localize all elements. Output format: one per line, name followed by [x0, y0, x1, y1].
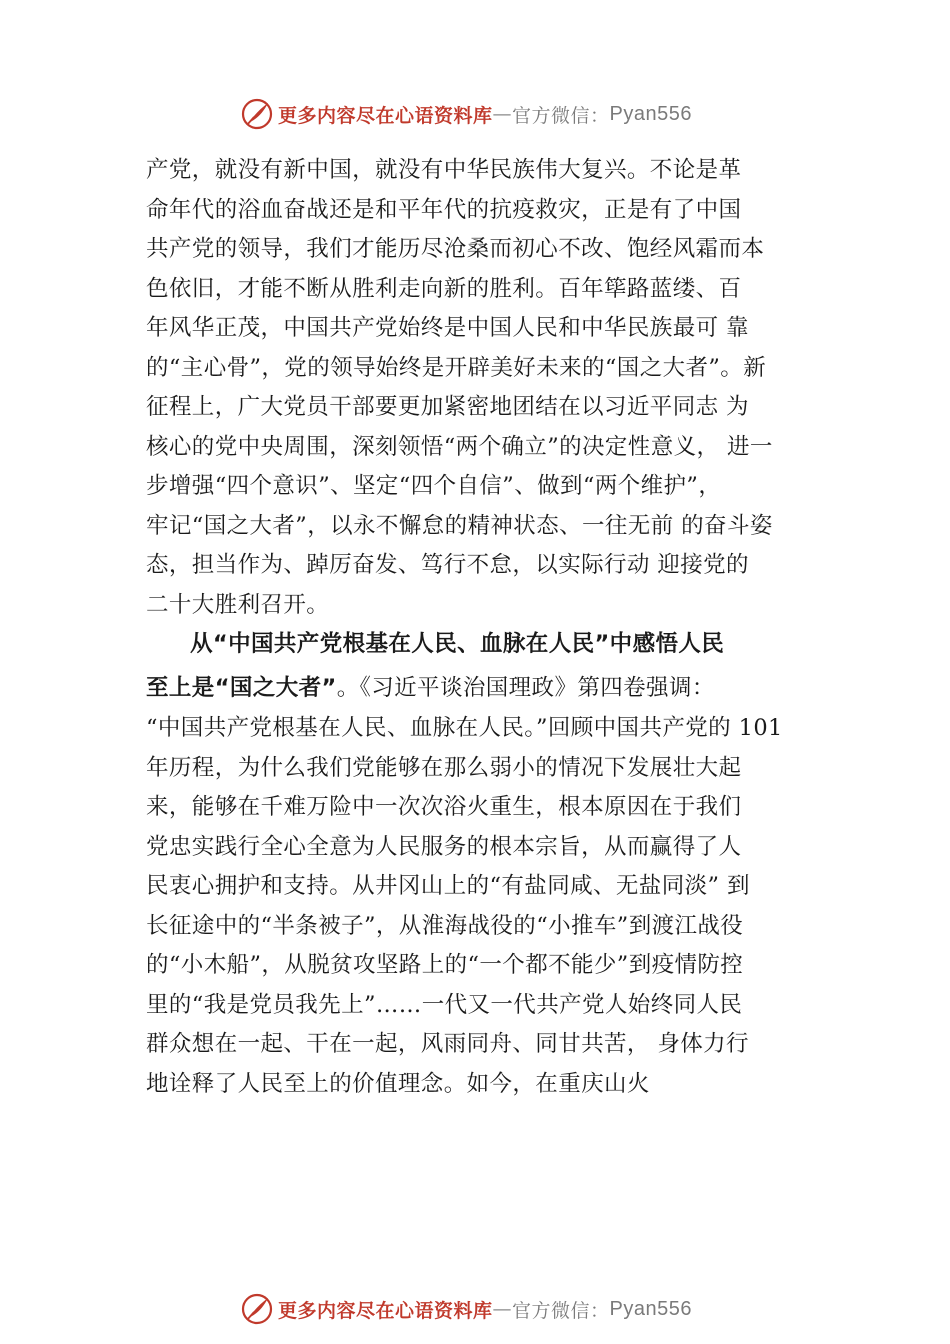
- body-line: 二十大胜利召开。: [146, 592, 330, 618]
- body-line: 牢记“国之大者”，以永不懈怠的精神状态、一往无前 的奋斗姿: [146, 513, 773, 539]
- watermark-channel: 官方微信：: [512, 1299, 610, 1322]
- body-line: 民衷心拥护和支持。从井冈山上的“有盐同咸、无盐同淡” 到: [146, 873, 750, 899]
- section-heading-continued: [146, 668, 715, 708]
- heading-rest: 。《习近平谈治国理政》第四卷强调：: [336, 675, 715, 701]
- body-line: 命年代的浴血奋战还是和平年代的抗疫救灾，正是有了中国: [146, 197, 742, 223]
- body-line: 核心的党中央周围，深刻领悟“两个确立”的决定性意义， 进一: [146, 434, 773, 460]
- body-line: 的“主心骨”，党的领导始终是开辟美好未来的“国之大者”。新: [146, 355, 767, 381]
- watermark-brand: 更多内容尽在心语资料库: [278, 104, 493, 127]
- body-line: 党忠实践行全心全意为人民服务的根本宗旨，从而赢得了人: [146, 834, 742, 860]
- feather-logo-icon: [240, 1292, 274, 1326]
- footer-watermark: [240, 1291, 692, 1327]
- watermark-id: Pyan556: [609, 1297, 692, 1320]
- watermark-dash: —: [492, 103, 513, 125]
- body-line: 地诠释了人民至上的价值理念。如今，在重庆山火: [146, 1071, 650, 1097]
- body-line: 的“小木船”，从脱贫攻坚路上的“一个都不能少”到疫情防控: [146, 952, 744, 978]
- body-line: 来，能够在千难万险中一次次浴火重生，根本原因在于我们: [146, 794, 742, 820]
- section-heading: 从“中国共产党根基在人民、血脉在人民”中感悟人民: [190, 631, 725, 657]
- watermark-id: Pyan556: [609, 102, 692, 125]
- body-line: 年历程，为什么我们党能够在那么弱小的情况下发展壮大起: [146, 755, 742, 781]
- watermark-channel: 官方微信：: [512, 104, 610, 127]
- body-line: 年风华正茂，中国共产党始终是中国人民和中华民族最可 靠: [146, 315, 749, 341]
- body-line: 色依旧，才能不断从胜利走向新的胜利。百年筚路蓝缕、百: [146, 276, 742, 302]
- feather-logo-icon: [240, 97, 274, 131]
- body-line: 群众想在一起、干在一起，风雨同舟、同甘共苦， 身体力行: [146, 1031, 749, 1057]
- heading-bold-part: 至上是“国之大者”: [146, 675, 337, 701]
- body-line: 产党，就没有新中国，就没有中华民族伟大复兴。不论是革: [146, 157, 742, 183]
- body-line: 长征途中的“半条被子”，从淮海战役的“小推车”到渡江战役: [146, 913, 744, 939]
- header-watermark: [240, 96, 692, 132]
- body-line: 征程上，广大党员干部要更加紧密地团结在以习近平同志 为: [146, 394, 749, 420]
- body-line: 里的“我是党员我先上”……一代又一代共产党人始终同人民: [146, 992, 743, 1018]
- body-line: 共产党的领导，我们才能历尽沧桑而初心不改、饱经风霜而本: [146, 236, 765, 262]
- body-line: 步增强“四个意识”、坚定“四个自信”、做到“两个维护”，: [146, 473, 722, 499]
- watermark-dash: —: [492, 1298, 513, 1320]
- body-line: 态，担当作为、踔厉奋发、笃行不怠，以实际行动 迎接党的: [146, 552, 749, 578]
- watermark-brand: 更多内容尽在心语资料库: [278, 1299, 493, 1322]
- body-line: “中国共产党根基在人民、血脉在人民。”回顾中国共产党的 101: [146, 715, 783, 741]
